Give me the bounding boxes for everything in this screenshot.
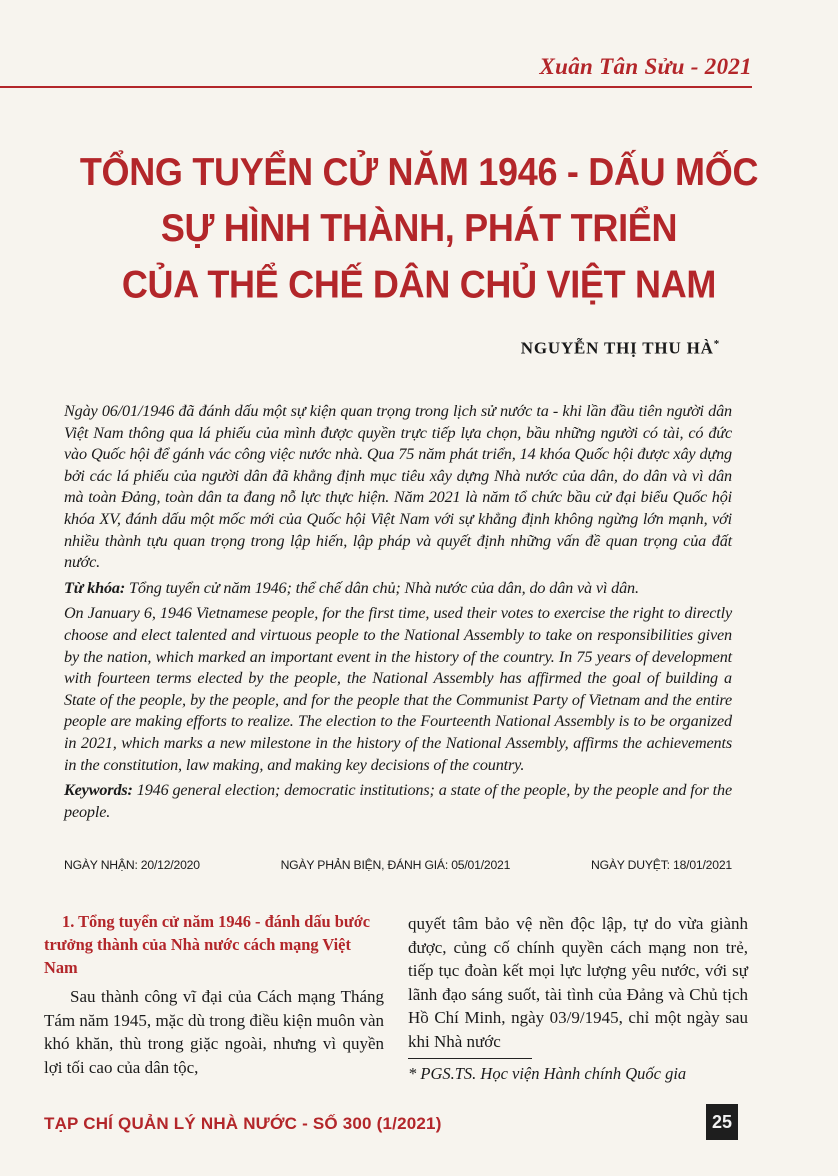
journal-footer: TẠP CHÍ QUẢN LÝ NHÀ NƯỚC - SỐ 300 (1/2021) bbox=[44, 1114, 442, 1133]
keywords-label: Từ khóa: bbox=[64, 578, 126, 597]
title-line: SỰ HÌNH THÀNH, PHÁT TRIỂN bbox=[160, 205, 678, 250]
right-column bbox=[408, 912, 748, 1053]
header-rule bbox=[0, 86, 752, 88]
author-footnote: * PGS.TS. Học viện Hành chính Quốc gia bbox=[408, 1064, 687, 1083]
keywords-english bbox=[64, 780, 732, 823]
page-number: 25 bbox=[706, 1104, 738, 1140]
title-line: CỦA THỂ CHẾ DÂN CHỦ VIỆT NAM bbox=[121, 261, 717, 306]
body-paragraph: quyết tâm bảo vệ nền độc lập, tự do vừa giành được, củng cố chính quyền cách mạng non trẻ, tiếp tục đoàn kết mọi lực lượng yêu nước, với sự lãnh đạo sáng suốt, tài tình của Đảng và Chủ tịch Hồ Chí Minh, ngày 03/9/1945, chỉ một ngày sau khi Nhà nước bbox=[408, 914, 748, 1051]
keywords-text: 1946 general election; democratic institutions; a state of the people, by the people and for the people. bbox=[64, 781, 732, 821]
date-received: NGÀY NHẬN: 20/12/2020 bbox=[64, 858, 200, 872]
date-approved: NGÀY DUYỆT: 18/01/2021 bbox=[590, 858, 732, 872]
keywords-vietnamese bbox=[64, 578, 732, 600]
abstract-vietnamese: Ngày 06/01/1946 đã đánh dấu một sự kiện quan trọng trong lịch sử nước ta - khi lần đầu tiên người dân Việt Nam thông qua lá phiếu của mình được quyền trực tiếp lựa chọn, bầu những người có tài, có đức vào Quốc hội để gánh vác công việc nước nhà. Qua 75 năm phát triển, 14 khóa Quốc hội được xây dựng bởi các lá phiếu của người dân đã khẳng định mục tiêu xây dựng Nhà nước của dân, do dân và vì dân mà toàn Đảng, toàn dân ta đang nỗ lực thực hiện. Năm 2021 là năm tổ chức bầu cử đại biểu Quốc hội khóa XV, đánh dấu một mốc mới của Quốc hội Việt Nam với sự khẳng định không ngừng lớn mạnh, với nhiều thành tựu quan trọng trong lập hiến, lập pháp và quyết định những vấn đề quan trọng của đất nước. bbox=[64, 402, 732, 572]
footnote-rule bbox=[408, 1058, 532, 1059]
issue-header: Xuân Tân Sửu - 2021 bbox=[539, 54, 752, 79]
keywords-text: Tổng tuyển cử năm 1946; thể chế dân chủ; Nhà nước của dân, do dân và vì dân. bbox=[125, 578, 639, 597]
date-reviewed: NGÀY PHẢN BIỆN, ĐÁNH GIÁ: 05/01/2021 bbox=[280, 858, 511, 872]
abstract bbox=[64, 401, 732, 827]
author-name: NGUYỄN THỊ THU HÀ bbox=[520, 338, 714, 358]
body-paragraph: Sau thành công vĩ đại của Cách mạng Tháng Tám năm 1945, mặc dù trong điều kiện muôn vàn khó khăn, thù trong giặc ngoài, nhưng vì quyền lợi tối cao của dân tộc, bbox=[44, 987, 384, 1077]
left-column bbox=[44, 910, 384, 1079]
author bbox=[521, 338, 720, 359]
title-line: TỔNG TUYỂN CỬ NĂM 1946 - DẤU MỐC bbox=[79, 149, 759, 194]
keywords-label: Keywords: bbox=[64, 781, 133, 800]
article-dates bbox=[64, 858, 732, 872]
section-heading: 1. Tổng tuyển cử năm 1946 - đánh dấu bước trưởng thành của Nhà nước cách mạng Việt Nam bbox=[44, 912, 371, 977]
author-footnote-mark: * bbox=[713, 338, 720, 350]
abstract-english: On January 6, 1946 Vietnamese people, for the first time, used their votes to exercise the right to directly choose and elect talented and virtuous people to the National Assembly to take on responsibilities given by the nation, which marked an important event in the history of the country. In 75 years of development with fourteen terms elected by the people, the National Assembly has affirmed the goal of building a State of the people, by the people, and for the people that the Communist Party of Vietnam and the entire people are making efforts to realize. The election to the Fourteenth National Assembly is to be organized in 2021, which marks a new milestone in the history of the National Assembly, affirms the achievements in the constitution, law making, and making key decisions of the country. bbox=[64, 604, 732, 774]
article-title bbox=[60, 144, 778, 312]
